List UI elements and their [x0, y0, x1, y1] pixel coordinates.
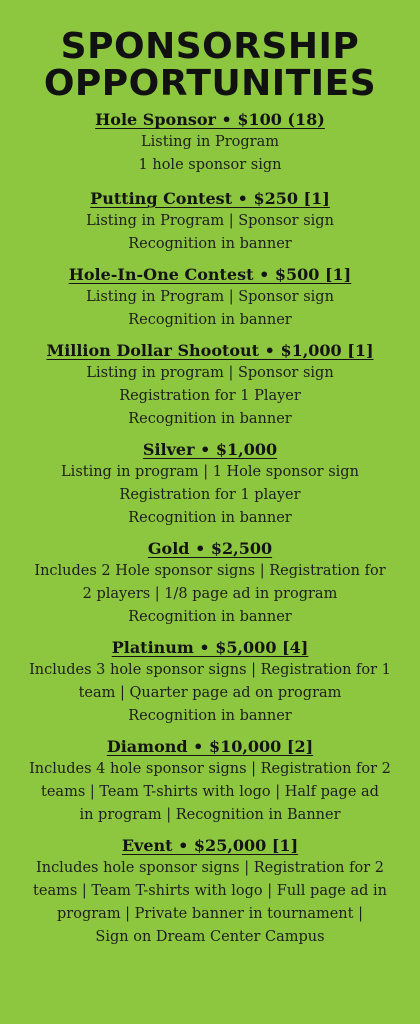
tier-benefit: Includes 3 hole sponsor signs | Registration for 1: [29, 662, 391, 678]
tier-heading: Platinum • $5,000 [4]: [111, 638, 309, 657]
tier-platinum: [0, 636, 420, 728]
tier-benefit: Listing in Program | Sponsor sign: [86, 213, 334, 229]
tier-heading: Hole Sponsor • $100 (18): [95, 110, 325, 129]
page-title: [0, 28, 420, 102]
tier-heading: Hole-In-One Contest • $500 [1]: [68, 265, 352, 284]
page-title-line-2: OPPORTUNITIES: [43, 63, 377, 104]
tier-heading: Gold • $2,500: [147, 539, 273, 558]
tier-gold: [0, 537, 420, 629]
tier-benefit: Recognition in banner: [128, 411, 292, 427]
tier-benefit: Sign on Dream Center Campus: [95, 929, 325, 945]
tier-silver: [0, 438, 420, 530]
tier-benefit: Includes hole sponsor signs | Registration for 2: [36, 860, 384, 876]
tier-million-dollar-shootout: [0, 339, 420, 431]
tier-heading: Million Dollar Shootout • $1,000 [1]: [46, 341, 374, 360]
tier-benefit: Registration for 1 player: [119, 487, 301, 503]
tier-benefit: 2 players | 1/8 page ad in program: [82, 586, 338, 602]
tier-heading: Diamond • $10,000 [2]: [106, 737, 314, 756]
tier-benefit: team | Quarter page ad on program: [78, 685, 342, 701]
tier-putting-contest: [0, 187, 420, 256]
tier-benefit: Listing in Program | Sponsor sign: [86, 289, 334, 305]
tier-benefit: Recognition in banner: [128, 236, 292, 252]
tier-benefit: Recognition in banner: [128, 510, 292, 526]
tier-benefit: Registration for 1 Player: [119, 388, 301, 404]
tier-benefit: in program | Recognition in Banner: [79, 807, 341, 823]
tier-hole-in-one-contest: [0, 263, 420, 332]
tier-benefit: 1 hole sponsor sign: [138, 157, 282, 173]
tier-benefit: Includes 2 Hole sponsor signs | Registration for: [34, 563, 386, 579]
tier-benefit: Recognition in banner: [128, 609, 292, 625]
tier-benefit: Listing in program | 1 Hole sponsor sign: [61, 464, 359, 480]
tier-benefit: program | Private banner in tournament |: [57, 906, 363, 922]
tier-benefit: teams | Team T-shirts with logo | Full page ad in: [33, 883, 387, 899]
tier-event: [0, 834, 420, 949]
page-title-line-1: SPONSORSHIP: [60, 26, 360, 67]
tier-benefit: Recognition in banner: [128, 708, 292, 724]
tier-hole-sponsor: [0, 108, 420, 177]
tier-heading: Event • $25,000 [1]: [121, 836, 299, 855]
tier-benefit: Listing in program | Sponsor sign: [86, 365, 334, 381]
tier-benefit: Listing in Program: [140, 134, 279, 150]
tier-heading: Putting Contest • $250 [1]: [90, 189, 330, 208]
tier-heading: Silver • $1,000: [142, 440, 278, 459]
tier-benefit: teams | Team T-shirts with logo | Half page ad: [41, 784, 379, 800]
tier-benefit: Includes 4 hole sponsor signs | Registration for 2: [29, 761, 391, 777]
tier-diamond: [0, 735, 420, 827]
tier-benefit: Recognition in banner: [128, 312, 292, 328]
